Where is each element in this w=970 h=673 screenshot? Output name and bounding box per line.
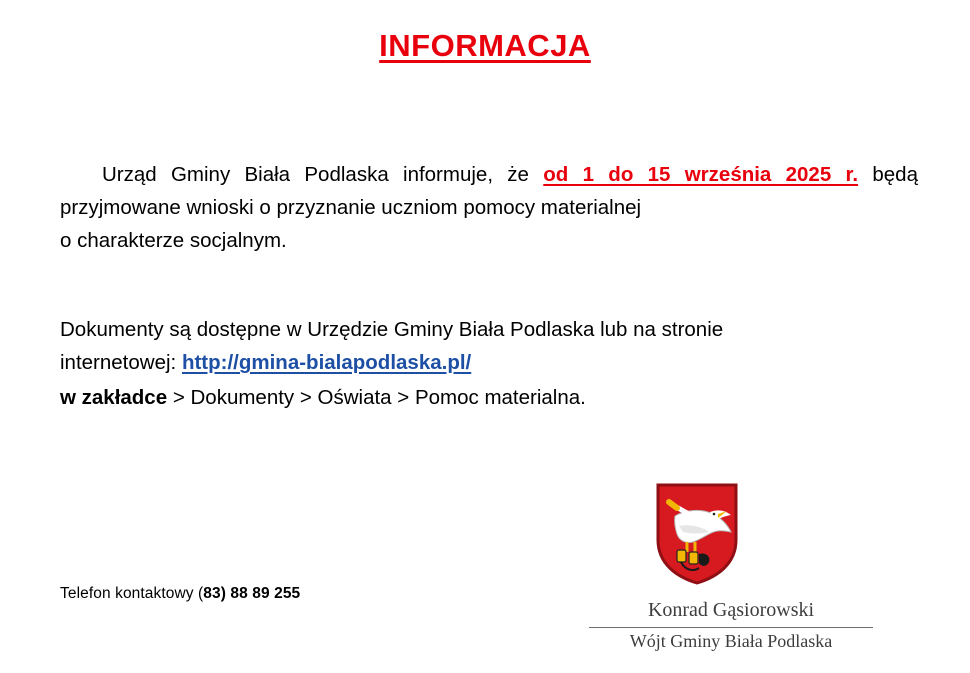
paragraph-1-last-line: o charakterze socjalnym. bbox=[60, 229, 287, 253]
paragraph-documents bbox=[60, 313, 918, 415]
paragraph-2-line-2 bbox=[60, 346, 918, 379]
signature-role: Wójt Gminy Biała Podlaska bbox=[629, 631, 833, 651]
paragraph-1-text-before: Urząd Gminy Biała Podlaska informuje, że bbox=[102, 163, 544, 186]
signature-divider bbox=[589, 627, 873, 628]
paragraph-information bbox=[60, 158, 918, 258]
page-title: INFORMACJA bbox=[379, 28, 591, 63]
contact-phone-label: Telefon kontaktowy ( bbox=[60, 585, 204, 602]
signature-name: Konrad Gąsiorowski bbox=[647, 599, 815, 621]
path-breadcrumb: > Dokumenty > Oświata > Pomoc materialna. bbox=[167, 386, 586, 410]
paragraph-1-text-after: będą przyjmowane wnioski o przyznanie uczniom pomocy materialnej bbox=[60, 163, 918, 220]
contact-phone-number: 83) 88 89 255 bbox=[203, 585, 301, 602]
path-label-bold: w zakładce bbox=[60, 386, 168, 410]
coat-of-arms-icon bbox=[655, 482, 739, 586]
paragraph-2-path-line bbox=[60, 381, 918, 414]
paragraph-2-line-2-prefix: internetowej: bbox=[60, 351, 182, 375]
contact-phone bbox=[60, 585, 300, 603]
paragraph-2-line-1: Dokumenty są dostępne w Urzędzie Gminy Biała Podlaska lub na stronie bbox=[60, 318, 724, 341]
signature-block bbox=[566, 598, 896, 652]
paragraph-1-highlight-dates: od 1 do 15 września 2025 r. bbox=[543, 163, 859, 186]
website-link[interactable]: http://gmina-bialapodlaska.pl/ bbox=[181, 351, 472, 375]
